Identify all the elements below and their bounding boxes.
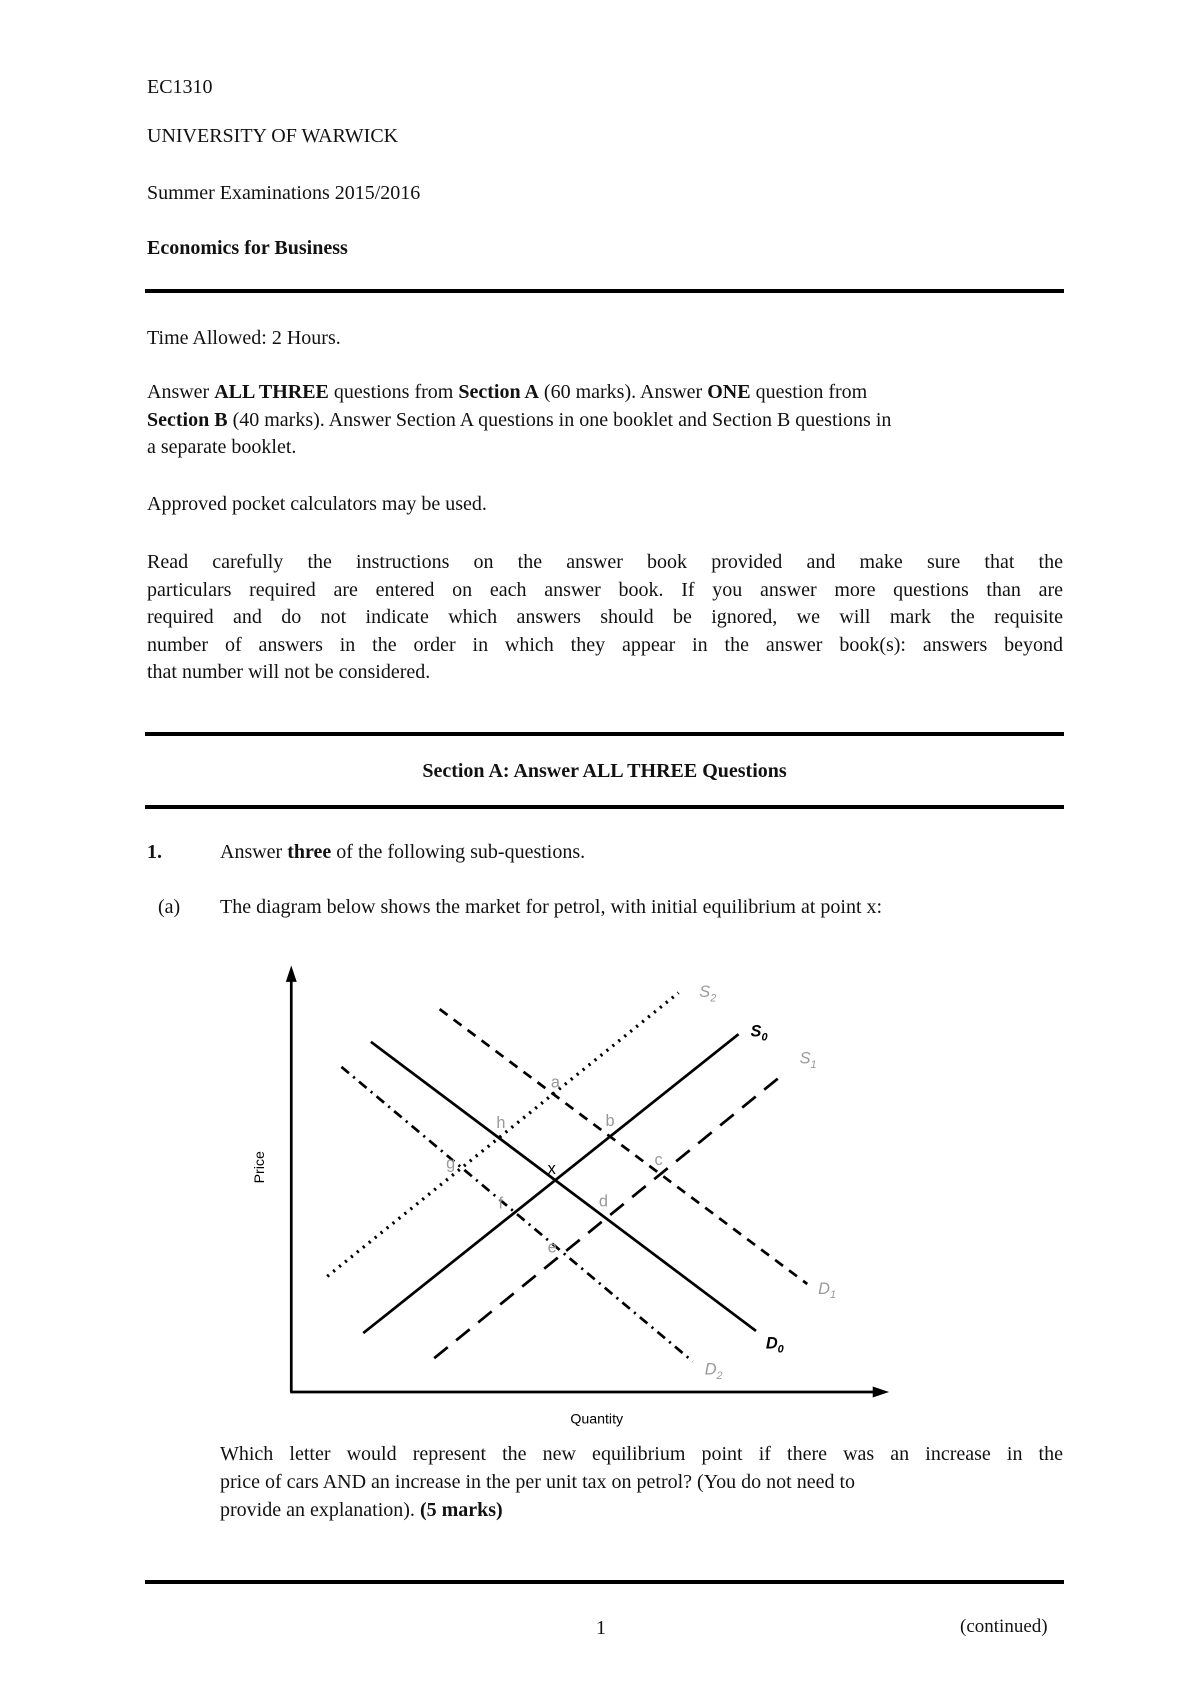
- page-number: 1: [596, 1617, 606, 1639]
- exam-session: Summer Examinations 2015/2016: [147, 182, 421, 204]
- point-b: b: [605, 1111, 615, 1130]
- question-text-line-2: price of cars AND an increase in the per unit tax on petrol? (You do not need to: [220, 1471, 856, 1493]
- y-axis-arrow-icon: [286, 965, 297, 981]
- question-number: 1.: [147, 841, 162, 863]
- x-axis-label: Quantity: [570, 1411, 624, 1428]
- point-h: h: [496, 1114, 506, 1133]
- time-allowed: Time Allowed: 2 Hours.: [147, 327, 341, 349]
- module-title: Economics for Business: [147, 237, 348, 259]
- curve-d0: [371, 1042, 756, 1331]
- answer-instructions-line-2: Section B (40 marks). Answer Section A questions in one booklet and Section B questions in: [147, 409, 892, 431]
- label-d1: $D_1$: [818, 1279, 837, 1302]
- point-e: e: [547, 1238, 557, 1257]
- question-1-text: Answer three of the following sub-questions.: [220, 841, 586, 863]
- point-d: d: [598, 1192, 609, 1211]
- divider: [145, 1580, 1064, 1584]
- read-instructions: Read carefully the instructions on the answer book provided and make sure that the particulars required are entered on each answer book. If you answer more questions than are required and do not indicate which answers should be ignored, we will mark the requisite number of answers in the order in which they appear in the answer book(s): answers beyond: [147, 551, 1063, 656]
- marks: (5 marks): [419, 1499, 503, 1521]
- section-a-heading: Section A: Answer ALL THREE Questions: [422, 760, 787, 782]
- question-text: Which letter would represent the new equilibrium point if there was an increase in the: [220, 1443, 1063, 1465]
- calculator-note: Approved pocket calculators may be used.: [147, 493, 487, 515]
- label-d2: $D_2$: [704, 1360, 723, 1382]
- label-d0: $D_0$: [765, 1334, 784, 1356]
- curve-d1: [440, 1009, 808, 1284]
- subquestion-a-text: The diagram below shows the market for petrol, with initial equilibrium at point x:: [220, 896, 883, 918]
- label-s1: $S_1$: [799, 1049, 817, 1072]
- point-x: x: [547, 1159, 556, 1178]
- x-axis-arrow-icon: [873, 1387, 889, 1398]
- point-a: a: [550, 1073, 561, 1092]
- module-code: EC1310: [147, 76, 213, 98]
- point-f: f: [498, 1194, 504, 1213]
- y-axis-label: Price: [252, 1151, 268, 1184]
- question-text-line-3: provide an explanation). (5 marks): [220, 1499, 503, 1521]
- read-instructions-last: that number will not be considered.: [147, 661, 431, 683]
- subquestion-a-label: (a): [158, 896, 181, 918]
- label-s2: $S_2$: [699, 983, 717, 1005]
- answer-instructions-line-1: Answer ALL THREE questions from Section A (60 marks). Answer ONE question from: [147, 381, 868, 403]
- label-s0: $S_0$: [750, 1022, 768, 1044]
- continued-note: (continued): [960, 1616, 1048, 1637]
- answer-instructions-line-3: a separate booklet.: [147, 436, 297, 458]
- point-c: c: [654, 1151, 663, 1170]
- university-name: UNIVERSITY OF WARWICK: [147, 125, 399, 147]
- point-g: g: [446, 1154, 456, 1173]
